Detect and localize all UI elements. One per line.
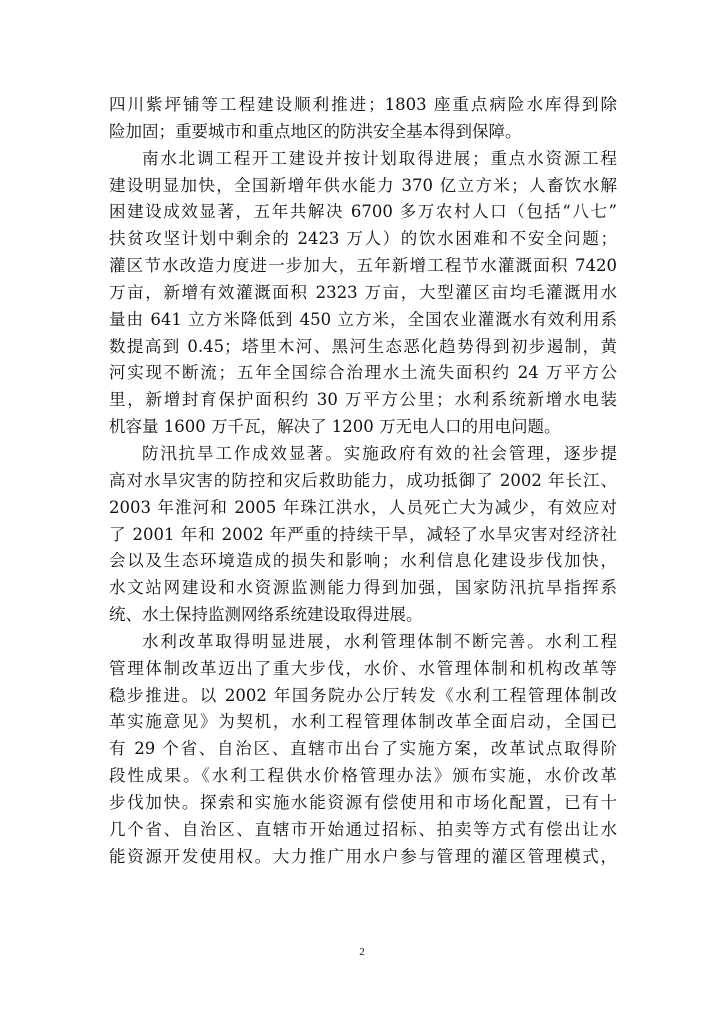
text-line: 里，新增封育保护面积约 30 万平方公里；水利系统新增水电装 (109, 390, 617, 410)
text-line: 有 29 个省、自治区、直辖市出台了实施方案，改革试点取得阶 (109, 739, 617, 759)
text-line: 险加固；重要城市和重点地区的防洪安全基本得到保障。 (109, 121, 522, 141)
text-line: 统、水土保持监测网络系统建设取得进展。 (109, 605, 423, 625)
text-line: 段性成果。《水利工程供水价格管理办法》颁布实施，水价改革 (109, 766, 617, 786)
text-line: 机容量 1600 万千瓦，解决了 1200 万无电人口的用电问题。 (109, 417, 561, 437)
text-line: 南水北调工程开工建设并按计划取得进展；重点水资源工程 (142, 148, 617, 168)
text-line: 水利改革取得明显进展，水利管理体制不断完善。水利工程 (142, 631, 617, 651)
text-line: 管理体制改革迈出了重大步伐，水价、水管理体制和机构改革等 (109, 658, 617, 678)
text-line: 稳步推进。以 2002 年国务院办公厅转发《水利工程管理体制改 (109, 685, 617, 705)
body-text (109, 92, 617, 870)
text-line: 困建设成效显著，五年共解决 6700 多万农村人口（包括“八七” (109, 202, 617, 222)
text-line: 几个省、自治区、直辖市开始通过招标、拍卖等方式有偿出让水 (109, 819, 617, 839)
page-number: 2 (359, 946, 365, 958)
text-line: 量由 641 立方米降低到 450 立方米，全国农业灌溉水有效利用系 (109, 309, 617, 329)
text-line: 会以及生态环境造成的损失和影响；水利信息化建设步伐加快， (109, 551, 617, 571)
text-line: 步伐加快。探索和实施水能资源有偿使用和市场化配置，已有十 (109, 792, 617, 812)
text-line: 能资源开发使用权。大力推广用水户参与管理的灌区管理模式， (109, 846, 617, 866)
text-line: 防汛抗旱工作成效显著。实施政府有效的社会管理，逐步提 (142, 443, 617, 463)
text-line: 高对水旱灾害的防控和灾后救助能力，成功抵御了 2002 年长江、 (109, 470, 617, 490)
text-line: 河实现不断流；五年全国综合治理水土流失面积约 24 万平方公 (109, 363, 617, 383)
text-line: 四川紫坪铺等工程建设顺利推进；1803 座重点病险水库得到除 (109, 95, 617, 114)
text-line: 万亩，新增有效灌溉面积 2323 万亩，大型灌区亩均毛灌溉用水 (109, 282, 617, 302)
text-line: 革实施意见》为契机，水利工程管理体制改革全面启动，全国已 (109, 712, 617, 732)
text-line: 水文站网建设和水资源监测能力得到加强，国家防汛抗旱指挥系 (109, 578, 617, 598)
text-line: 数提高到 0.45；塔里木河、黑河生态恶化趋势得到初步遏制，黄 (109, 336, 617, 356)
text-line: 建设明显加快，全国新增年供水能力 370 亿立方米；人畜饮水解 (109, 175, 617, 195)
text-line: 了 2001 年和 2002 年严重的持续干旱，减轻了水旱灾害对经济社 (109, 524, 617, 544)
text-line: 2003 年淮河和 2005 年珠江洪水，人员死亡大为减少，有效应对 (109, 497, 617, 517)
text-line: 扶贫攻坚计划中剩余的 2423 万人）的饮水困难和不安全问题； (109, 229, 617, 249)
text-line: 灌区节水改造力度进一步加大，五年新增工程节水灌溉面积 7420 (109, 256, 617, 276)
